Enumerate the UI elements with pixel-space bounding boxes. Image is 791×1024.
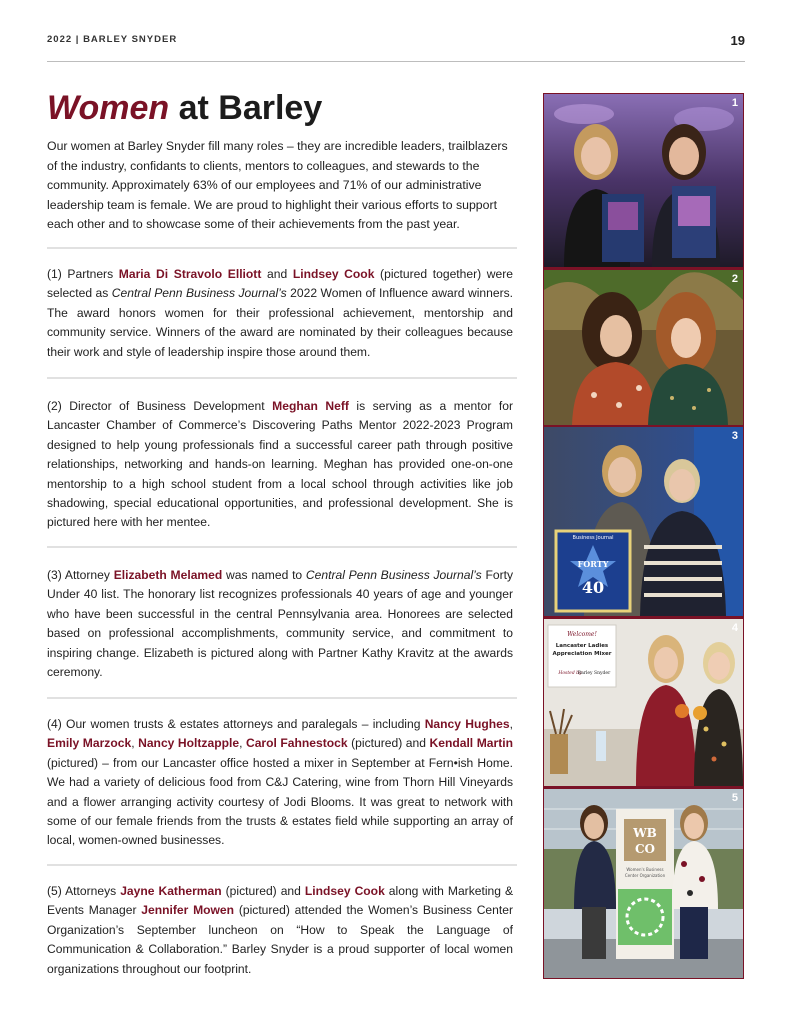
person-name: Carol Fahnestock xyxy=(245,736,348,751)
section-5-text: along with Marketing & Events Manager xyxy=(47,884,514,918)
header-rule xyxy=(47,61,745,62)
section-2-text: (2) Director of Business Development xyxy=(47,399,273,413)
photo-number: 5 xyxy=(731,792,738,804)
plaque-top-text: Business Journal xyxy=(572,535,614,541)
photo-4 xyxy=(544,619,743,786)
section-4-text: (pictured) – from our Lancaster office hosted a mixer in September at Fern•ish Home. We had a variety of delicious food from C&J Catering, wine from Thorn Hill Vineyards and a flower arranging activity courtesy of Jodi Blooms. It was great to network with some of our female friends from the trusts & estates field while supporting an array of local, women-owned businesses. xyxy=(47,755,513,848)
section-3 xyxy=(47,566,513,682)
person-name: Kendall Martin xyxy=(429,736,513,751)
photo-1 xyxy=(544,94,743,267)
person-name: Nancy Hughes xyxy=(424,717,510,731)
photo-3 xyxy=(544,427,743,616)
section-1-text: 2022 Women of Influence award winners. The award honors women for their professional achievement, mentorship and community service. Winners of the award are nominated by their colleagues because their work and style of leadership inspire those around them. xyxy=(47,286,513,359)
section-3-text: Forty Under 40 list. The honorary list recognizes professionals 40 years of age and younger who have been successful in the central Pennsylvania area. Honorees are selected based on professional accomplishments, community service, and commitment to inspiring change. Elizabeth is pictured along with Partner Kathy Kravitz at the awards ceremony. xyxy=(47,568,514,680)
photo-number: 1 xyxy=(731,97,738,109)
section-1-text: (1) Partners xyxy=(47,267,119,281)
section-5-text: (pictured) and xyxy=(221,884,305,898)
person-name: Lindsey Cook xyxy=(304,884,385,898)
sign-text: Lancaster Ladies xyxy=(555,643,609,649)
sign-text: Hosted by xyxy=(558,671,582,676)
divider xyxy=(47,546,517,548)
page-title xyxy=(47,89,322,128)
divider xyxy=(47,697,517,699)
section-4-text: , xyxy=(509,717,513,731)
section-2-text: is serving as a mentor for Lancaster Chamber of Commerce’s Discovering Paths Mentor 2022-2023 Program designed to help young professionals find a successful career path through positive relationships, networking and hands-on learning. Meghan has provided one-on-one mentorship to a high school student from a local school through activities like job shadowing, special educational opportunities, and professional development. She is pictured here with her mentee. xyxy=(47,399,513,530)
section-1-text: (pictured together) were selected as xyxy=(47,267,514,301)
person-name: Jennifer Mowen xyxy=(141,903,235,918)
section-5 xyxy=(47,882,513,979)
sign-text: Appreciation Mixer xyxy=(552,651,612,657)
photo-5 xyxy=(544,789,743,978)
publication-name: Central Penn Business Journal’s xyxy=(111,286,287,301)
divider xyxy=(47,377,517,379)
running-header: 2022 | BARLEY SNYDER xyxy=(47,34,178,45)
section-4-text: , xyxy=(131,736,139,751)
section-5-text: (pictured) attended the Women’s Business Center Organization’s September luncheon on “How to Speak the Language of Communication & Collaboration.” Barley Snyder is a proud supporter of local women organizations throughout our footprint. xyxy=(47,903,513,976)
section-1-text: and xyxy=(261,267,293,281)
person-name: Lindsey Cook xyxy=(292,267,375,281)
title-rest: at Barley xyxy=(169,89,323,127)
person-name: Emily Marzock xyxy=(47,736,132,751)
plaque-number: 40 xyxy=(581,578,605,597)
publication-name: Central Penn Business Journal’s xyxy=(305,568,482,582)
section-4-text: , xyxy=(239,736,246,751)
person-name: Nancy Holtzapple xyxy=(138,736,240,751)
section-3-text: was named to xyxy=(222,568,306,582)
section-5-text: (5) Attorneys xyxy=(47,884,121,898)
banner-text: WB xyxy=(633,826,657,840)
photo-column xyxy=(543,93,744,979)
section-1 xyxy=(47,265,513,362)
photo-number: 4 xyxy=(731,622,738,634)
person-name: Meghan Neff xyxy=(272,399,349,413)
sign-text: Barley Snyder xyxy=(577,671,611,676)
person-name: Elizabeth Melamed xyxy=(113,568,223,582)
banner-text: CO xyxy=(634,842,656,856)
photo-2 xyxy=(544,270,743,425)
banner-text: Women's Business xyxy=(626,867,664,872)
divider xyxy=(47,247,517,249)
divider xyxy=(47,864,517,866)
section-2 xyxy=(47,397,513,533)
plaque-text: FORTY xyxy=(577,559,609,569)
section-4-text: (4) Our women trusts & estates attorneys and paralegals – including xyxy=(47,717,425,731)
section-3-text: (3) Attorney xyxy=(47,568,114,582)
intro-paragraph: Our women at Barley Snyder fill many roles – they are incredible leaders, trailblazers of the industry, confidants to clients, mentors to colleagues, and stewards to the community. Approximately 63% of our employees and 71% of our administrative leadership team is female. We are proud to highlight their various efforts to support each other and to showcase some of their achievements from the past year. xyxy=(47,139,508,232)
page-number: 19 xyxy=(730,33,745,48)
photo-number: 3 xyxy=(731,430,738,442)
person-name: Maria Di Stravolo Elliott xyxy=(118,267,262,281)
photo-number: 2 xyxy=(731,273,738,285)
sign-text: Welcome! xyxy=(567,631,597,638)
person-name: Jayne Katherman xyxy=(120,884,222,898)
title-accent: Women xyxy=(47,89,170,127)
banner-text: Center Organization xyxy=(624,873,666,878)
section-4-text: (pictured) and xyxy=(347,736,430,751)
section-4 xyxy=(47,715,513,851)
